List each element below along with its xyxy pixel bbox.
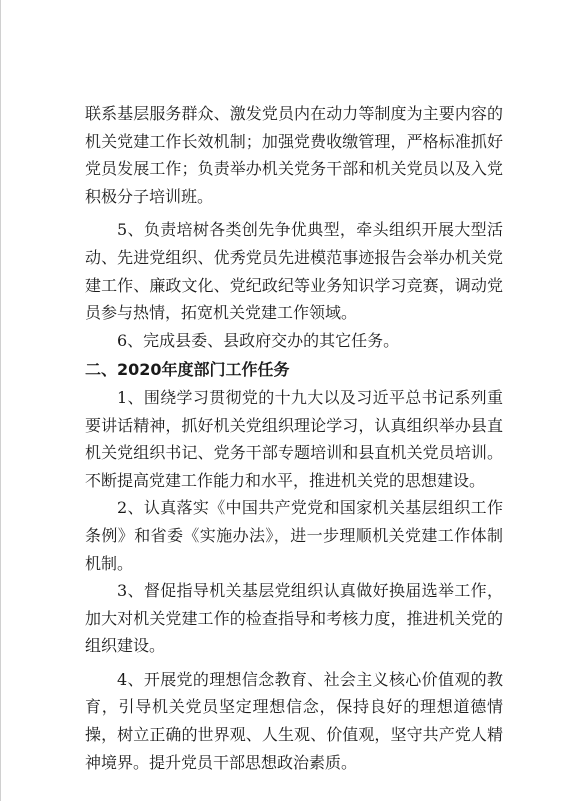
task-1-paragraph: 1、围绕学习贯彻党的十九大以及习近平总书记系列重要讲话精神，抓好机关党组织理论学习，认真组织举办县直机关党组织书记、党务干部专题培训和县直机关党员培训。不断提高党建工作能力和水平，推进机关党的思想建设。	[85, 387, 503, 490]
item-5-paragraph: 5、负责培树各类创先争优典型，牵头组织开展大型活动、先进党组织、优秀党员先进模范事迹报告会举办机关党建工作、廉政文化、党纪政纪等业务知识学习竞赛，调动党员参与热情，拓宽机关党建工作领域。	[85, 220, 503, 323]
continued-paragraph: 联系基层服务群众、激发党员内在动力等制度为主要内容的机关党建工作长效机制；加强党费收缴管理，严格标准抓好党员发展工作；负责举办机关党务干部和机关党员以及入党积极分子培训班。	[85, 104, 503, 206]
task-2-paragraph: 2、认真落实《中国共产党党和国家机关基层组织工作条例》和省委《实施办法》，进一步理顺机关党建工作体制机制。	[85, 498, 503, 573]
item-6-paragraph: 6、完成县委、县政府交办的其它任务。	[117, 330, 400, 350]
section-heading: 二、2020年度部门工作任务	[85, 360, 290, 380]
task-4-paragraph: 4、开展党的理想信念教育、社会主义核心价值观的教育，引导机关党员坚定理想信念，保持良好的理想道德情操，树立正确的世界观、人生观、价值观，坚守共产党人精神境界。提升党员干部思想政治素质。	[85, 669, 503, 772]
task-3-paragraph: 3、督促指导机关基层党组织认真做好换届选举工作，加大对机关党建工作的检查指导和考核力度，推进机关党的组织建设。	[85, 581, 503, 656]
document-body	[85, 100, 503, 776]
